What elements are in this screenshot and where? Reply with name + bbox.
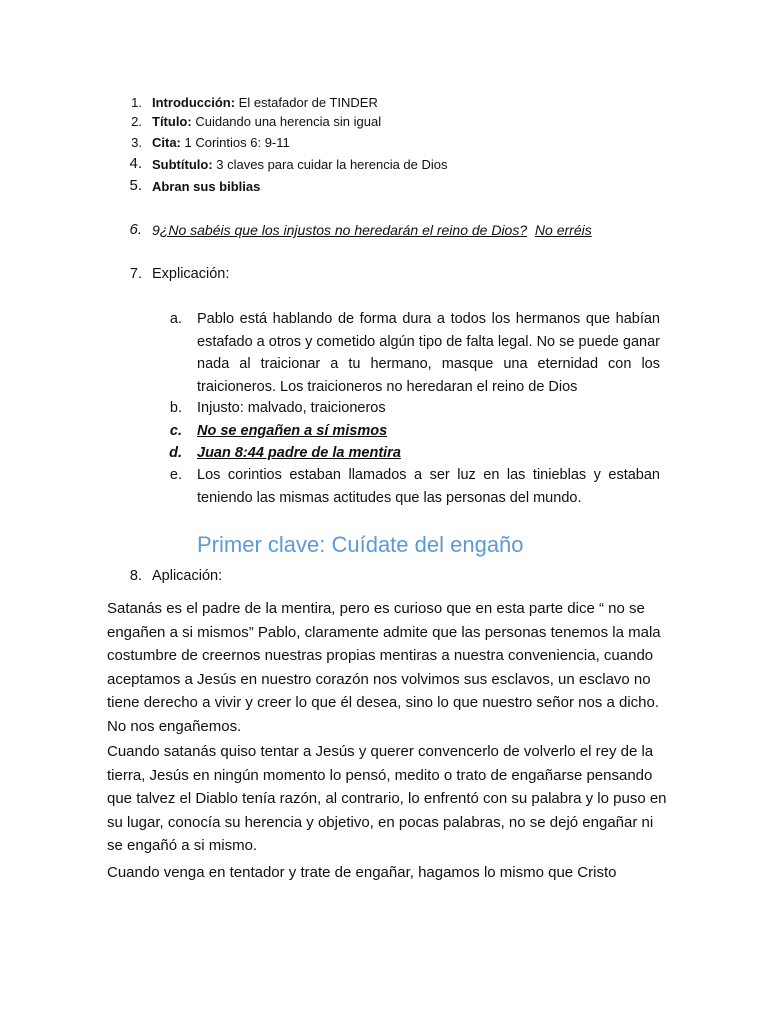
item-label: Título: [152,114,192,129]
list-item [152,157,448,172]
section-heading: Primer clave: Cuídate del engaño [197,532,524,557]
sub-item-text: Pablo está hablando de forma dura a todos los hermanos que habían estafado a otros y cometido algún tipo de falta legal. No se puede ganar nada al traicionar a tu hermano, masque una eternidad con los traicioneros. Los traicioneros no heredaran el reino de Dios [197,311,660,395]
list-number: 7. [129,266,142,282]
item-text: 1 Corintios 6: 9-11 [180,135,290,150]
sub-item-text: Juan 8:44 padre de la mentira [197,445,401,461]
sub-letter: c. [169,423,182,439]
sub-letter: b. [169,400,182,416]
body-paragraph: Satanás es el padre de la mentira, pero es curioso que en esta parte dice “ no se engañen a si mismos” Pablo, claramente admite que las personas tenemos la mala costumbre de creernos nuestras propias mentiras a nuestra conveniencia, cuando aceptamos a Jesús en nuestro corazón nos volvimos sus esclavos, un esclavo no tiene derecho a vivir y creer lo que él desea, sino lo que nuestro señor nos a dicho. No nos engañemos. [107,600,661,735]
sub-item-text: Injusto: malvado, traicioneros [197,400,386,416]
item-text: El estafador de TINDER [235,95,378,110]
item-label: Introducción: [152,95,236,110]
list-item [152,95,378,110]
sub-letter: e. [169,467,182,483]
list-number: 8. [129,568,142,584]
verse-tail: No erréis [534,222,592,238]
list-number: 4. [129,155,142,172]
list-number: 6. [129,221,142,238]
sub-letter: d. [169,445,182,461]
list-number: 1. [131,95,142,110]
verse-text [152,222,592,238]
verse-quote: ¿No sabéis que los injustos no heredarán el reino de Dios? [159,222,528,238]
item-label: Cita: [152,135,181,150]
section-label: Aplicación: [152,568,223,584]
list-number: 5. [129,177,142,194]
list-item [152,179,260,194]
section-label: Explicación: [152,266,230,282]
item-label: Abran sus biblias [152,179,261,194]
body-paragraph: Cuando satanás quiso tentar a Jesús y querer convencerlo de volverlo el rey de la tierra, Jesús en ningún momento lo pensó, medito o trato de engañarse pensando que talvez el Diablo tenía razón, al contrario, lo enfrentó con su palabra y lo puso en su lugar, conocía su herencia y objetivo, en pocas palabras, no se dejó engañar ni se engañó a si mismo. [107,743,667,854]
list-item [152,114,381,129]
sub-item-text: No se engañen a sí mismos [197,423,388,439]
list-item [152,135,290,150]
list-number: 2. [131,114,142,129]
list-number: 3. [131,135,142,150]
body-paragraph: Cuando venga en tentador y trate de engañar, hagamos lo mismo que Cristo [107,864,617,881]
verse-number: 9 [152,222,160,238]
item-text: Cuidando una herencia sin igual [191,114,382,129]
item-label: Subtítulo: [152,157,213,172]
sub-letter: a. [169,311,182,327]
item-text: 3 claves para cuidar la herencia de Dios [212,157,448,172]
sub-item-text: Los corintios estaban llamados a ser luz en las tinieblas y estaban teniendo las mismas actitudes que las personas del mundo. [197,467,660,506]
